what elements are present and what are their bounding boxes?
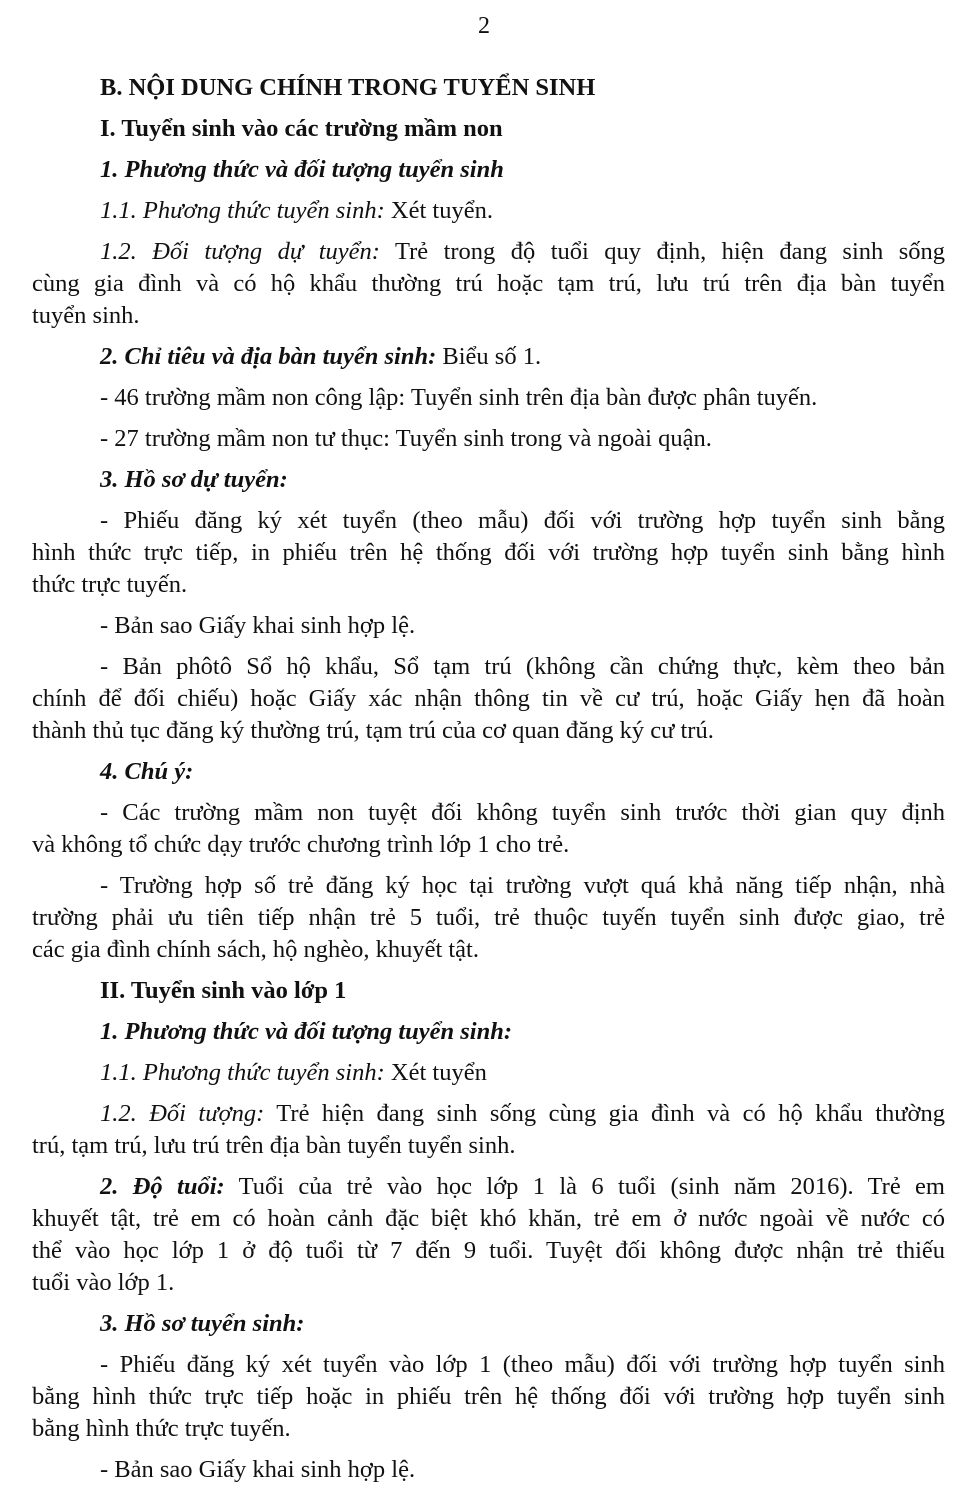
part1-h1-line1: - Phiếu đăng ký xét tuyển (theo mẫu) đối với trường hợp tuyển sinh bằng xyxy=(100,507,945,534)
part1-s4-heading: 4. Chú ý: xyxy=(100,758,194,785)
part2-h1-line2: bằng hình thức trực tiếp hoặc in phiếu trên hệ thống đối với trường hợp tuyển sinh xyxy=(32,1383,945,1410)
part1-bullet-private: - 27 trường mầm non tư thục: Tuyển sinh trong và ngoài quận. xyxy=(100,425,712,452)
part2-h1-line3: bằng hình thức trực tuyến. xyxy=(32,1415,291,1442)
part2-s11-label: 1.1. Phương thức tuyển sinh: xyxy=(100,1059,385,1086)
part2-h1-line1: - Phiếu đăng ký xét tuyển vào lớp 1 (theo mẫu) đối với trường hợp tuyển sinh xyxy=(100,1351,945,1378)
part1-n2-line3: các gia đình chính sách, hộ nghèo, khuyết tật. xyxy=(32,936,479,963)
part1-s2-label: 2. Chỉ tiêu và địa bàn tuyển sinh: xyxy=(100,343,437,370)
page-number: 2 xyxy=(478,13,490,39)
part1-n2-line1: - Trường hợp số trẻ đăng ký học tại trường vượt quá khả năng tiếp nhận, nhà xyxy=(100,872,945,899)
part1-h3-line1: - Bản phôtô Sổ hộ khẩu, Sổ tạm trú (không cần chứng thực, kèm theo bản xyxy=(100,653,945,680)
part1-s12-label: 1.2. Đối tượng dự tuyển: xyxy=(100,238,380,265)
part1-h2: - Bản sao Giấy khai sinh hợp lệ. xyxy=(100,612,416,639)
part2-s12-text1: Trẻ hiện đang sinh sống cùng gia đình và có hộ khẩu thường xyxy=(264,1100,945,1127)
part1-n1-line1: - Các trường mầm non tuyệt đối không tuyển sinh trước thời gian quy định xyxy=(100,799,945,826)
part1-h3-line2: chính để đối chiếu) hoặc Giấy xác nhận thông tin về cư trú, hoặc Giấy hẹn đã hoàn xyxy=(32,685,945,712)
part2-s2-text1: Tuổi của trẻ vào học lớp 1 là 6 tuổi (sinh năm 2016). Trẻ em xyxy=(224,1173,945,1200)
part2-s3-heading: 3. Hồ sơ tuyển sinh: xyxy=(100,1310,305,1337)
part1-s12-line2: cùng gia đình và có hộ khẩu thường trú hoặc tạm trú, lưu trú trên địa bàn tuyển xyxy=(32,270,945,297)
part1-s11-label: 1.1. Phương thức tuyển sinh: xyxy=(100,197,385,224)
part2-s2-line2: khuyết tật, trẻ em có hoàn cảnh đặc biệt khó khăn, trẻ em ở nước ngoài về nước có xyxy=(32,1205,945,1232)
part1-h1-line2: hình thức trực tiếp, in phiếu trên hệ thống đối với trường hợp tuyển sinh bằng hình xyxy=(32,539,945,566)
part1-s11-text: Xét tuyển. xyxy=(384,197,493,224)
part2-h2: - Bản sao Giấy khai sinh hợp lệ. xyxy=(100,1456,416,1483)
part1-heading: I. Tuyển sinh vào các trường mầm non xyxy=(100,115,503,142)
part1-s11 xyxy=(100,195,493,227)
part1-bullet-public: - 46 trường mầm non công lập: Tuyển sinh trên địa bàn được phân tuyến. xyxy=(100,384,818,411)
part1-s1-heading: 1. Phương thức và đối tượng tuyển sinh xyxy=(100,156,504,183)
part2-s2-line4: tuổi vào lớp 1. xyxy=(32,1269,175,1296)
part1-h1-line3: thức trực tuyến. xyxy=(32,571,188,598)
part2-s2-label: 2. Độ tuổi: xyxy=(100,1173,225,1200)
part1-h3-line3: thành thủ tục đăng ký thường trú, tạm trú của cơ quan đăng ký cư trú. xyxy=(32,717,714,744)
part2-heading: II. Tuyển sinh vào lớp 1 xyxy=(100,977,347,1004)
part1-s12-line3: tuyển sinh. xyxy=(32,302,140,329)
part1-s2 xyxy=(100,341,541,373)
part2-s12-line2: trú, tạm trú, lưu trú trên địa bàn tuyển tuyển sinh. xyxy=(32,1132,516,1159)
part2-s11 xyxy=(100,1057,487,1089)
part2-s12-label: 1.2. Đối tượng: xyxy=(100,1100,265,1127)
part1-s12-line1 xyxy=(100,236,945,268)
part1-n2-line2: trường phải ưu tiên tiếp nhận trẻ 5 tuổi, trẻ thuộc tuyến tuyển sinh được giao, trẻ xyxy=(32,904,945,931)
part2-s1-heading: 1. Phương thức và đối tượng tuyển sinh: xyxy=(100,1018,513,1045)
part1-s12-text1: Trẻ trong độ tuổi quy định, hiện đang sinh sống xyxy=(379,238,946,265)
part1-n1-line2: và không tổ chức dạy trước chương trình lớp 1 cho trẻ. xyxy=(32,831,570,858)
section-b-heading: B. NỘI DUNG CHÍNH TRONG TUYỂN SINH xyxy=(100,74,596,101)
part2-s11-text: Xét tuyển xyxy=(384,1059,487,1086)
part2-s2-line1 xyxy=(100,1171,945,1203)
part1-s3-heading: 3. Hồ sơ dự tuyển: xyxy=(100,466,288,493)
part2-s12-line1 xyxy=(100,1098,945,1130)
part2-s2-line3: thể vào học lớp 1 ở độ tuổi từ 7 đến 9 tuổi. Tuyệt đối không được nhận trẻ thiếu xyxy=(32,1237,945,1264)
part1-s2-text: Biểu số 1. xyxy=(436,343,542,370)
